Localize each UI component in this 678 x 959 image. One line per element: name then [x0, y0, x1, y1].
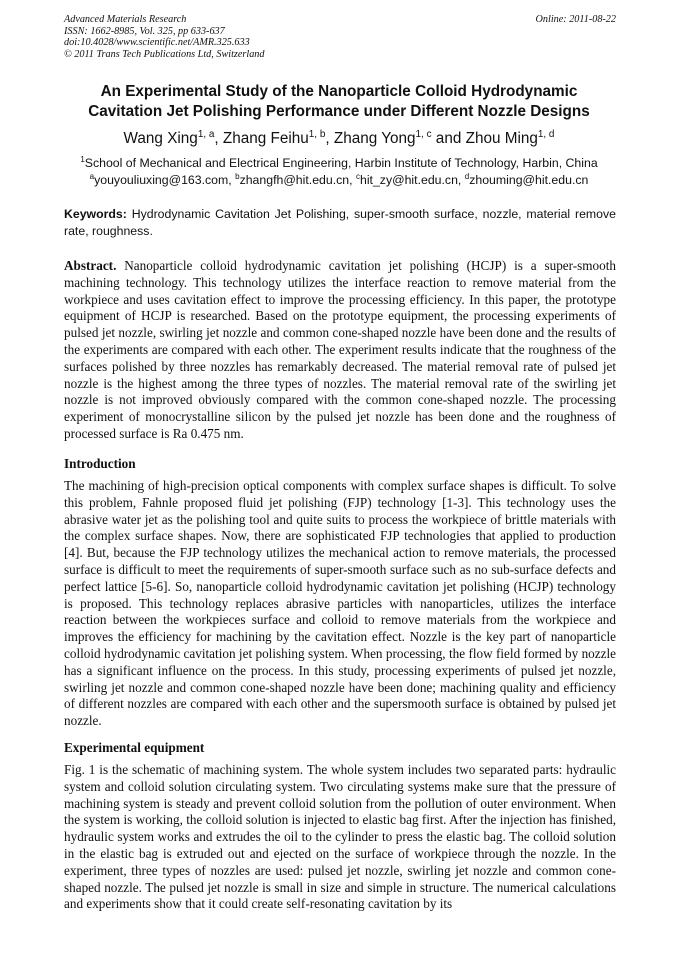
- author-separator: ,: [325, 130, 334, 147]
- author-separator: and: [431, 130, 466, 147]
- title-line-2: Cavitation Jet Polishing Performance under Different Nozzle Designs: [88, 103, 590, 120]
- author-name: Zhang Yong: [333, 130, 416, 147]
- author-separator: ,: [214, 130, 223, 147]
- author-name: Wang Xing: [123, 130, 198, 147]
- email-list: [40, 172, 638, 189]
- affiliation-mark: 1: [80, 154, 85, 164]
- email-link[interactable]: zhouming@hit.edu.cn: [469, 172, 589, 187]
- email-link[interactable]: youyouliuxing@163.com: [94, 172, 229, 187]
- email-link[interactable]: zhangfh@hit.edu.cn: [239, 172, 350, 187]
- author-list: [40, 129, 638, 149]
- abstract-label: Abstract.: [64, 258, 117, 273]
- equipment-text: Fig. 1 is the schematic of machining system. The whole system includes two separated parts: hydraulic system and colloid solution circulating system. Two circulating systems make sure that the pressure of machining system is steady and prevent colloid solution from the pollution of outer environment. When the system is working, the colloid solution is injected to elastic bag first. After the injection has finished, hydraulic system works and extrudes the oil to the cylinder to press the elastic bag. The colloid solution in the elastic bag is extruded out and ejected on the surface of workpiece through the nozzle. In the experiment, three types of nozzles are used: pulsed jet nozzle, swirling jet nozzle and common cone-shaped nozzle. The pulsed jet nozzle is small in size and simple in structure. The numerical calculations and experiments show that it could create self-resonating cavitation by its: [64, 762, 616, 912]
- email-mark: c: [355, 171, 360, 181]
- abstract-text: Nanoparticle colloid hydrodynamic cavitation jet polishing (HCJP) is a super-smooth machining technology. This technology utilizes the interface reaction to remove material from the workpiece and uses cavitation effect to improve the processing efficiency. In this paper, the prototype equipment of HCJP is researched. Based on the prototype equipment, the processing experiments of pulsed jet nozzle, swirling jet nozzle and common cone-shaped nozzle have been done and the results of the experiments are compared with each other. The experiment results indicate that the roughness of the surfaces polished by three nozzles has remarkably decreased. The material removal rate of pulsed jet nozzle is the highest among the three types of nozzles. The material removal rate of the swirling jet nozzle is not improved obviously compared with the common cone-shaped nozzle. The processing experiment of monocrystalline silicon by the pulsed jet nozzle has been done and the roughness of processed surface is Ra 0.475 nm.: [64, 258, 616, 441]
- journal-doi: doi:10.4028/www.scientific.net/AMR.325.633: [64, 37, 250, 49]
- equipment-heading: Experimental equipment: [64, 740, 205, 755]
- affiliation: [40, 155, 638, 172]
- online-date: Online: 2011-08-22: [535, 14, 616, 25]
- email-link[interactable]: hit_zy@hit.edu.cn: [359, 172, 458, 187]
- author-affil-mark: 1, a: [197, 128, 215, 140]
- email-separator: ,: [457, 172, 465, 187]
- abstract: [64, 258, 616, 443]
- author-affil-mark: 1, b: [308, 128, 326, 140]
- author-name: Zhou Ming: [465, 130, 538, 147]
- keywords: [64, 206, 616, 239]
- journal-header: [64, 14, 616, 60]
- author-name: Zhang Feihu: [222, 130, 309, 147]
- author-affil-mark: 1, c: [415, 128, 432, 140]
- email-separator: ,: [349, 172, 356, 187]
- email-mark: a: [89, 171, 95, 181]
- title-line-1: An Experimental Study of the Nanoparticle Colloid Hydrodynamic: [100, 83, 578, 100]
- keywords-label: Keywords:: [64, 207, 127, 221]
- journal-name: Advanced Materials Research: [64, 14, 187, 25]
- affiliation-text: School of Mechanical and Electrical Engineering, Harbin Institute of Technology, Harbin, China: [84, 156, 598, 170]
- author-affil-mark: 1, d: [537, 128, 555, 140]
- email-mark: d: [464, 171, 470, 181]
- affiliation-block: [40, 155, 638, 188]
- email-mark: b: [235, 171, 240, 181]
- email-separator: ,: [228, 172, 236, 187]
- copyright-line: © 2011 Trans Tech Publications Ltd, Switzerland: [64, 48, 265, 60]
- introduction-text: The machining of high-precision optical components with complex surface shapes is difficult. To solve this problem, Fahnle proposed fluid jet polishing (FJP) technology [1-3]. This technology uses the abrasive water jet as the polishing tool and quite suits to process the workpiece of brittle materials with the complex surface shapes. Now, there are sophisticated FJP technologies that applied to production [4]. But, because the FJP technology utilizes the mechanical action to remove materials, the processed surface is difficult to meet the requirements of super-smooth surface such as no sub-surface defects and perfect lattice [5-6]. So, nanoparticle colloid hydrodynamic cavitation jet polishing (HCJP) technology is proposed. This technology replaces abrasive particles with nanoparticles, utilizes the interface reaction between the workpieces surface and colloid to remove materials from the workpiece and improves the efficiency for machining by the cavitation effect. Nozzle is the key part of nanoparticle colloid hydrodynamic cavitation jet polishing system. When processing, the flow field formed by nozzle has a significant influence on the process. In this study, processing experiments of pulsed jet nozzle, swirling jet nozzle and common cone-shaped nozzle have been done; machining quality and efficiency of different nozzles are compared with each other and the supersmooth surface is obtained by pulsed jet nozzle.: [64, 478, 616, 729]
- paper-title: [40, 82, 638, 122]
- journal-issn: ISSN: 1662-8985, Vol. 325, pp 633-637: [64, 25, 225, 37]
- introduction-heading: Introduction: [64, 456, 136, 471]
- keywords-text: Hydrodynamic Cavitation Jet Polishing, super-smooth surface, nozzle, material remove rate, roughness.: [64, 207, 616, 238]
